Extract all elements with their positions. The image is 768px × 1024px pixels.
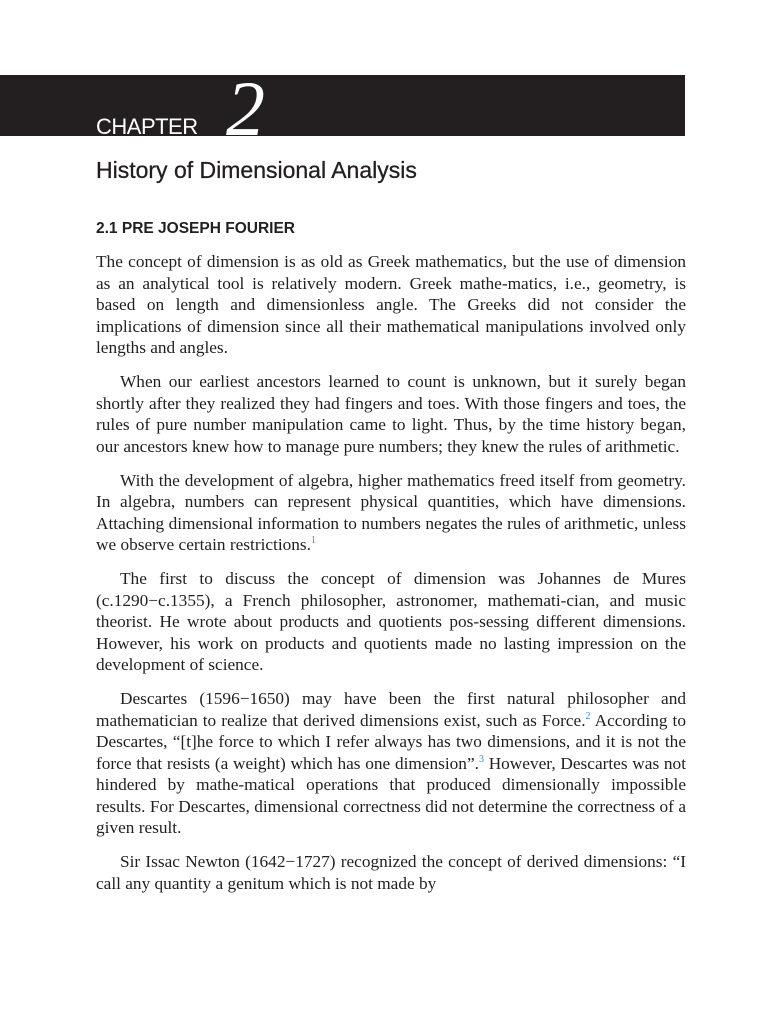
footnote-1-link[interactable]: 1 (310, 535, 316, 547)
footnote-2-link[interactable]: 2 (585, 711, 591, 723)
section-heading: 2.1 PRE JOSEPH FOURIER (96, 220, 295, 237)
paragraph-5-text-a: Descartes (1596−1650) may have been the first natural philosopher and mathematician to realize that derived dimensions exist, such as Force. (96, 689, 686, 730)
paragraph-5-text-c: However, Descartes was not hindered by mathe-matical operations that produced dimensionally impossible results. For Descartes, dimensional correctness did not determine the correctness of a given result. (96, 753, 686, 838)
paragraph-5 (96, 688, 686, 839)
paragraph-6: Sir Issac Newton (1642−1727) recognized the concept of derived dimensions: “I call any quantity a genitum which is not made by (96, 852, 686, 893)
paragraph-5-text-b: According to Descartes, “[t]he force to which I refer always has two dimensions, and it is not the force that resists (a weight) which has one dimension”. (96, 710, 686, 773)
paragraph-4: The first to discuss the concept of dimension was Johannes de Mures (c.1290−c.1355), a French philosopher, astronomer, mathemati-cian, and music theorist. He wrote about products and quotients pos-sessing different dimensions. However, his work on products and quotients made no lasting impression on the development of science. (96, 569, 686, 675)
chapter-number: 2 (226, 65, 265, 152)
chapter-title: History of Dimensional Analysis (96, 157, 417, 183)
paragraph-1: The concept of dimension is as old as Greek mathematics, but the use of dimension as an analytical tool is relatively modern. Greek mathe-matics, i.e., geometry, is based on length and dimensionless angle. The Greeks did not consider the implications of dimension since all their mathematical manipulations involved only lengths and angles. (96, 252, 686, 357)
chapter-label: CHAPTER (96, 114, 198, 139)
paragraph-3 (96, 470, 686, 556)
body-text (96, 251, 686, 907)
footnote-3-link[interactable]: 3 (478, 754, 484, 766)
paragraph-3-text: With the development of algebra, higher mathematics freed itself from geometry. In algebra, numbers can represent physical quantities, which have dimensions. Attaching dimensional information to numbers negates the rules of arithmetic, unless we observe certain restrictions. (96, 470, 686, 555)
paragraph-2: When our earliest ancestors learned to count is unknown, but it surely began shortly after they realized they had fingers and toes. With those fingers and toes, the rules of pure number manipulation came to light. Thus, by the time history began, our ancestors knew how to manage pure numbers; they knew the rules of arithmetic. (96, 372, 686, 456)
